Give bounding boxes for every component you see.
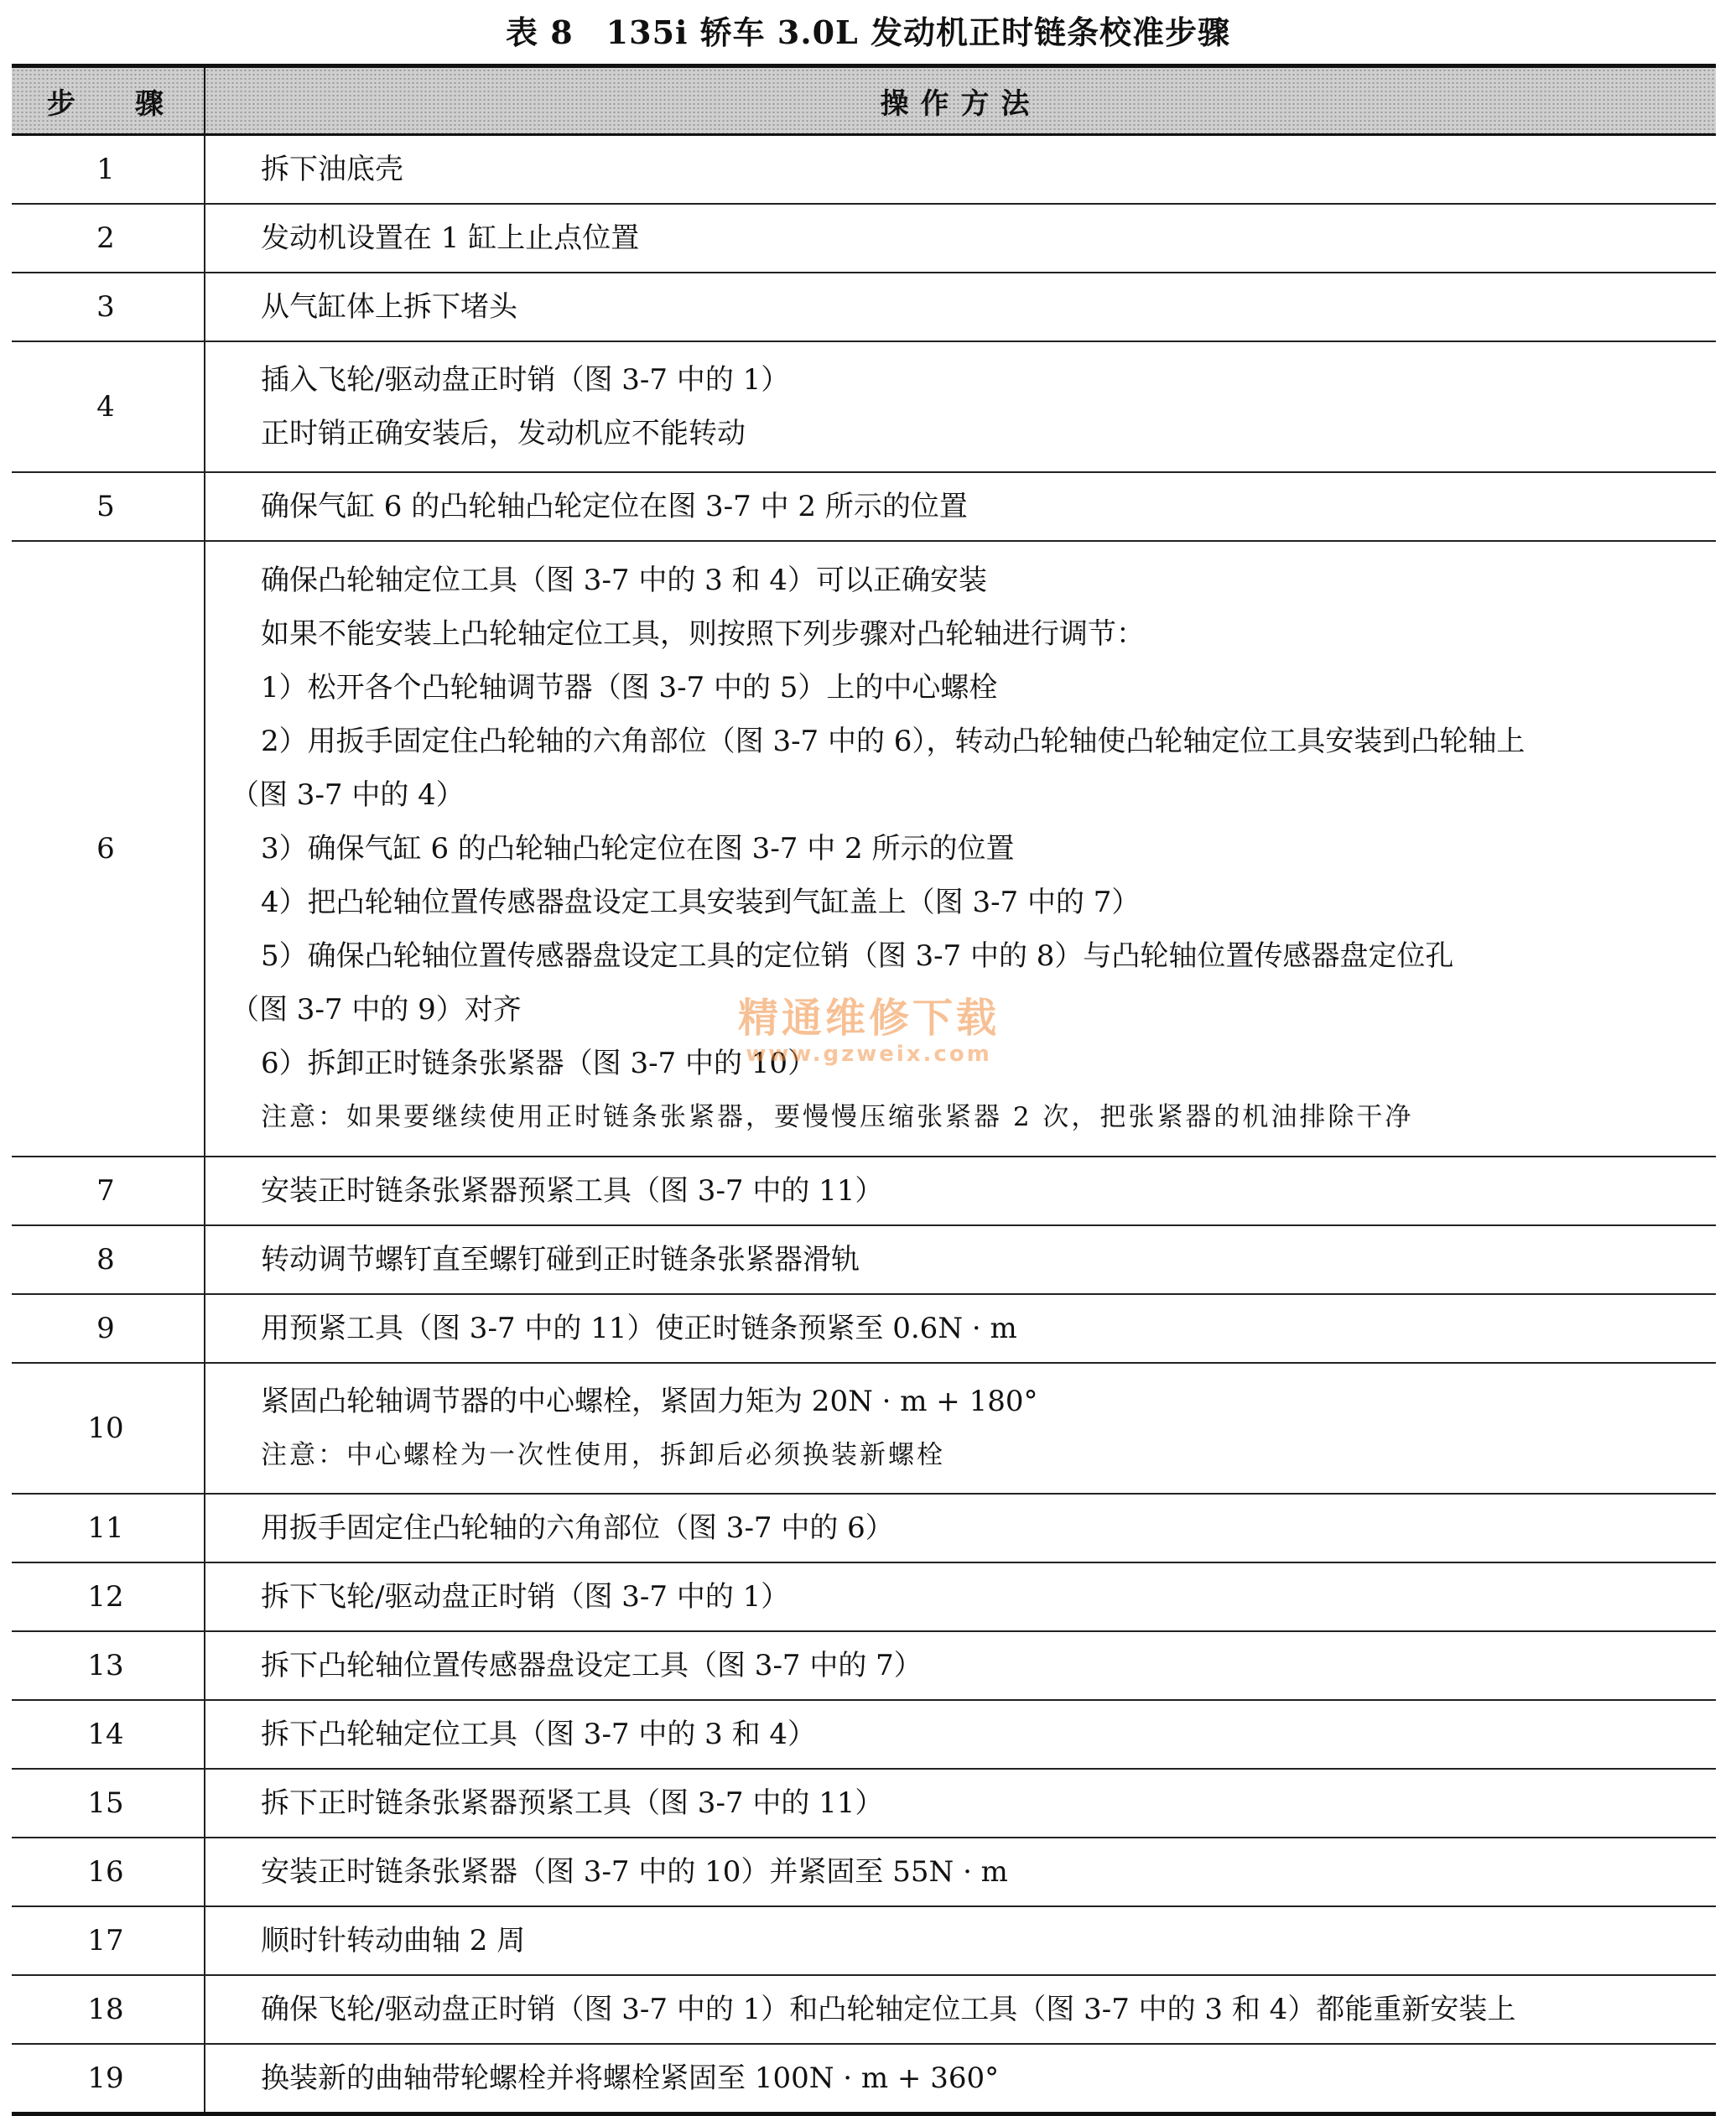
table-row xyxy=(12,1294,1716,1363)
table-title: 表 8 135i 轿车 3.0L 发动机正时链条校准步骤 xyxy=(506,13,1230,51)
table-row xyxy=(12,1769,1716,1838)
step-number: 19 xyxy=(12,2044,205,2114)
method-line: 紧固凸轮轴调节器的中心螺栓，紧固力矩为 20N · m + 180° xyxy=(261,1385,1038,1418)
step-method xyxy=(205,1769,1716,1838)
table-row xyxy=(12,1494,1716,1562)
step-number: 9 xyxy=(12,1294,205,1363)
header-step-char-1: 步 xyxy=(47,86,75,121)
method-line: 插入飞轮/驱动盘正时销（图 3-7 中的 1） xyxy=(261,363,790,397)
method-line: 6）拆卸正时链条张紧器（图 3-7 中的 10） xyxy=(261,1047,817,1080)
step-number: 12 xyxy=(12,1562,205,1631)
table-row xyxy=(12,1225,1716,1294)
step-number: 18 xyxy=(12,1975,205,2044)
step-method xyxy=(205,1562,1716,1631)
step-number: 16 xyxy=(12,1838,205,1906)
step-method xyxy=(205,1494,1716,1562)
step-number: 15 xyxy=(12,1769,205,1838)
table-row xyxy=(12,1906,1716,1975)
table-row xyxy=(12,1838,1716,1906)
method-line: 5）确保凸轮轴位置传感器盘设定工具的定位销（图 3-7 中的 8）与凸轮轴位置传感器盘定位孔 xyxy=(261,939,1454,973)
step-number: 4 xyxy=(12,341,205,472)
step-number: 6 xyxy=(12,541,205,1157)
step-number: 11 xyxy=(12,1494,205,1562)
step-method xyxy=(205,472,1716,541)
table-row xyxy=(12,1157,1716,1225)
watermark-url: www.gzweix.com xyxy=(746,1042,992,1067)
method-line: 转动调节螺钉直至螺钉碰到正时链条张紧器滑轨 xyxy=(261,1243,860,1276)
method-line: 确保气缸 6 的凸轮轴凸轮定位在图 3-7 中 2 所示的位置 xyxy=(261,490,968,523)
table-row xyxy=(12,341,1716,472)
header-step xyxy=(12,66,205,135)
calibration-steps-table xyxy=(12,64,1716,2116)
method-line: 2）用扳手固定住凸轮轴的六角部位（图 3-7 中的 6），转动凸轮轴使凸轮轴定位工具安装到凸轮轴上 xyxy=(261,725,1525,758)
step-number: 5 xyxy=(12,472,205,541)
method-line: 拆下凸轮轴位置传感器盘设定工具（图 3-7 中的 7） xyxy=(261,1649,923,1682)
step-number: 3 xyxy=(12,273,205,341)
step-method xyxy=(205,1157,1716,1225)
step-number: 17 xyxy=(12,1906,205,1975)
table-row xyxy=(12,2044,1716,2114)
method-line: 拆下飞轮/驱动盘正时销（图 3-7 中的 1） xyxy=(261,1580,790,1614)
table-row xyxy=(12,541,1716,1157)
method-note: 注意：中心螺栓为一次性使用，拆卸后必须换装新螺栓 xyxy=(261,1440,945,1470)
step-number: 1 xyxy=(12,135,205,205)
method-line: 用预紧工具（图 3-7 中的 11）使正时链条预紧至 0.6N · m xyxy=(261,1312,1017,1345)
header-method: 操作方法 xyxy=(205,66,1716,135)
step-method xyxy=(205,541,1716,1157)
method-line: 安装正时链条张紧器预紧工具（图 3-7 中的 11） xyxy=(261,1174,884,1208)
table-row xyxy=(12,135,1716,205)
table-row xyxy=(12,204,1716,273)
method-line: 1）松开各个凸轮轴调节器（图 3-7 中的 5）上的中心螺栓 xyxy=(261,671,998,704)
step-number: 2 xyxy=(12,204,205,273)
method-line: 4）把凸轮轴位置传感器盘设定工具安装到气缸盖上（图 3-7 中的 7） xyxy=(261,886,1141,919)
method-line: （图 3-7 中的 9）对齐 xyxy=(231,993,522,1027)
method-line: （图 3-7 中的 4） xyxy=(231,778,465,812)
step-number: 7 xyxy=(12,1157,205,1225)
table-header-row xyxy=(12,66,1716,135)
step-number: 10 xyxy=(12,1363,205,1494)
table-row xyxy=(12,472,1716,541)
step-method xyxy=(205,1700,1716,1769)
table-row xyxy=(12,273,1716,341)
method-line: 拆下正时链条张紧器预紧工具（图 3-7 中的 11） xyxy=(261,1786,884,1820)
step-method xyxy=(205,204,1716,273)
table-row xyxy=(12,1562,1716,1631)
step-method xyxy=(205,1838,1716,1906)
step-method xyxy=(205,1225,1716,1294)
step-number: 8 xyxy=(12,1225,205,1294)
step-number: 13 xyxy=(12,1631,205,1700)
step-method xyxy=(205,1631,1716,1700)
method-line: 顺时针转动曲轴 2 周 xyxy=(261,1924,526,1957)
method-line: 安装正时链条张紧器（图 3-7 中的 10）并紧固至 55N · m xyxy=(261,1855,1008,1889)
table-row xyxy=(12,1631,1716,1700)
step-method xyxy=(205,1906,1716,1975)
method-line: 从气缸体上拆下堵头 xyxy=(261,290,517,324)
method-line: 确保飞轮/驱动盘正时销（图 3-7 中的 1）和凸轮轴定位工具（图 3-7 中的 3 和 4）都能重新安装上 xyxy=(261,1993,1516,2026)
method-line: 用扳手固定住凸轮轴的六角部位（图 3-7 中的 6） xyxy=(261,1511,894,1545)
step-method xyxy=(205,1975,1716,2044)
method-line: 换装新的曲轴带轮螺栓并将螺栓紧固至 100N · m + 360° xyxy=(261,2061,1000,2095)
method-note: 注意：如果要继续使用正时链条张紧器，要慢慢压缩张紧器 2 次，把张紧器的机油排除干净 xyxy=(261,1102,1414,1132)
method-line: 发动机设置在 1 缸上止点位置 xyxy=(261,221,640,255)
table-row xyxy=(12,1363,1716,1494)
method-line: 拆下凸轮轴定位工具（图 3-7 中的 3 和 4） xyxy=(261,1718,817,1751)
step-number: 14 xyxy=(12,1700,205,1769)
step-method xyxy=(205,2044,1716,2114)
step-method xyxy=(205,1294,1716,1363)
table-row xyxy=(12,1700,1716,1769)
step-method xyxy=(205,273,1716,341)
step-method xyxy=(205,1363,1716,1494)
watermark-text: 精通维修下载 xyxy=(737,995,1000,1042)
method-line: 确保凸轮轴定位工具（图 3-7 中的 3 和 4）可以正确安装 xyxy=(261,564,988,597)
method-line: 如果不能安装上凸轮轴定位工具，则按照下列步骤对凸轮轴进行调节： xyxy=(261,617,1145,651)
step-method xyxy=(205,341,1716,472)
table-body xyxy=(12,135,1716,2114)
method-line: 拆下油底壳 xyxy=(261,153,403,186)
method-line: 3）确保气缸 6 的凸轮轴凸轮定位在图 3-7 中 2 所示的位置 xyxy=(261,832,1015,866)
header-step-char-2: 骤 xyxy=(135,86,164,121)
step-method xyxy=(205,135,1716,205)
table-row xyxy=(12,1975,1716,2044)
method-line: 正时销正确安装后，发动机应不能转动 xyxy=(261,417,746,450)
